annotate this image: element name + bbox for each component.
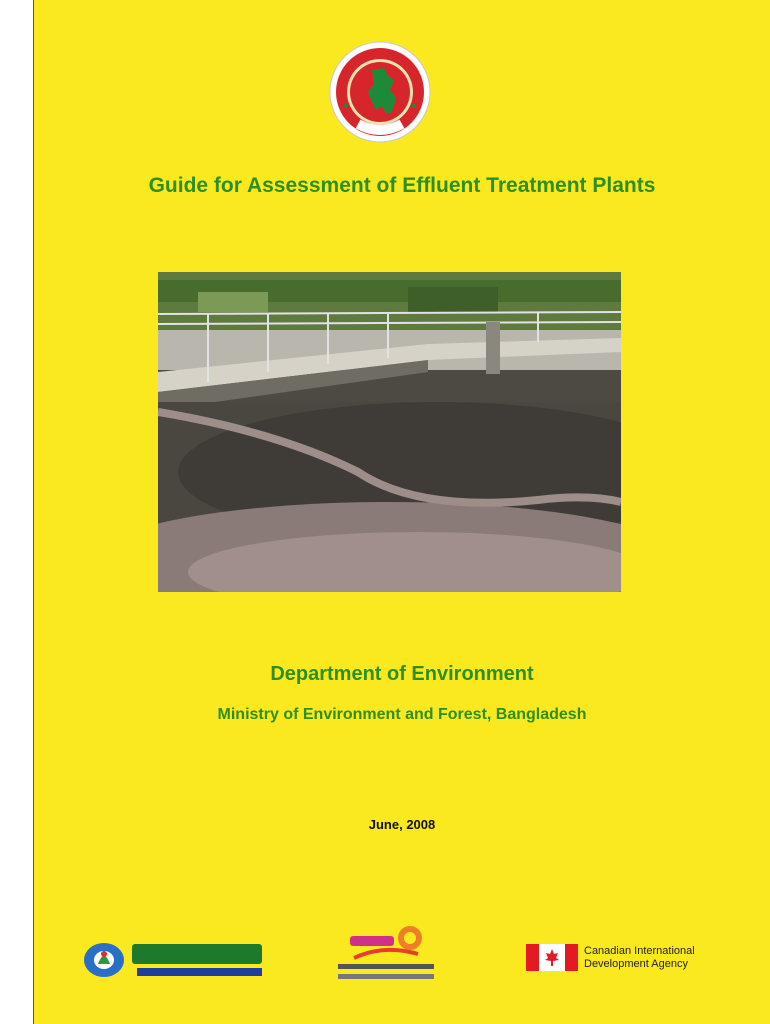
cover-page xyxy=(33,0,770,1024)
cida-name-line1: Canadian International xyxy=(584,944,695,957)
cida-name-line2: Development Agency xyxy=(584,957,688,970)
department-name: Department of Environment xyxy=(270,663,534,685)
cida-name xyxy=(584,945,695,971)
bangladesh-government-seal-icon xyxy=(328,40,432,144)
department-of-environment-logo-icon xyxy=(82,938,272,982)
partner-project-logo-icon xyxy=(334,922,444,988)
canada-flag-icon xyxy=(526,944,578,971)
effluent-treatment-tank-photo xyxy=(158,272,621,592)
document-title: Guide for Assessment of Effluent Treatment Plants xyxy=(148,174,656,197)
publication-date: June, 2008 xyxy=(368,817,436,832)
cida-logo xyxy=(526,944,695,971)
ministry-name: Ministry of Environment and Forest, Bangladesh xyxy=(217,706,587,723)
